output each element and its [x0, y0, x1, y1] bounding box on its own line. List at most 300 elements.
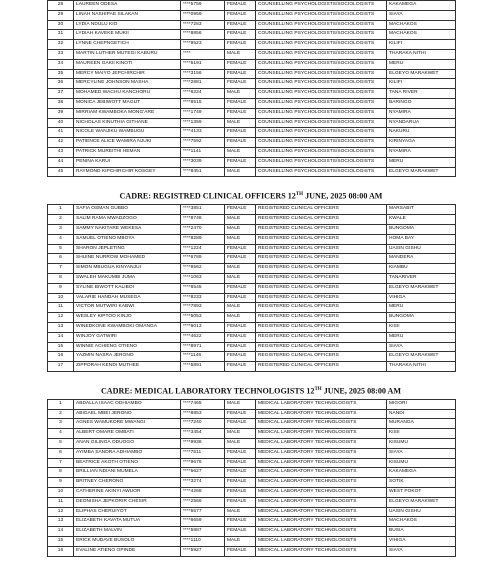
row-number-cell: 41 — [48, 128, 74, 138]
row-number-cell: 5 — [48, 439, 74, 449]
id-number-cell: ****8748 — [181, 215, 225, 225]
gender-cell: FEMALE — [225, 79, 256, 89]
table-row — [48, 224, 456, 234]
gender-cell: MALE — [225, 167, 256, 177]
id-number-cell: ****4622 — [181, 332, 225, 342]
county-cell: ELGEYO MARAKWET — [387, 69, 456, 79]
id-number-cell: ****5891 — [181, 362, 225, 372]
row-number-cell: 11 — [48, 303, 74, 313]
id-number-cell: ****8971 — [181, 342, 225, 352]
county-cell: BUNGOMA — [387, 224, 456, 234]
row-number-cell: 35 — [48, 69, 74, 79]
county-cell: WEST POKOT — [387, 488, 456, 498]
id-number-cell: ****5759 — [181, 1, 225, 11]
county-cell: KILIFI — [387, 40, 456, 50]
candidate-name-cell: MERCY MAIYO JEPCHIRCHIR — [74, 69, 181, 79]
gender-cell: MALE — [225, 303, 256, 313]
id-number-cell: ****3274 — [181, 478, 225, 488]
county-cell: MURANGA — [387, 419, 456, 429]
gender-cell: FEMALE — [225, 419, 256, 429]
row-number-cell: 7 — [48, 458, 74, 468]
table-row — [48, 332, 456, 342]
candidate-name-cell: MIRRIAM KWAMBOKA MONG'ARE — [74, 108, 181, 118]
gender-cell: MALE — [225, 273, 256, 283]
candidate-name-cell: MOHAMED WACHU KANCHORU — [74, 89, 181, 99]
candidate-name-cell: ELIZABETH MALVIN — [74, 527, 181, 537]
cadre-cell: REGISTERED CLINICAL OFFICERS — [256, 293, 387, 303]
candidate-name-cell: WINNIE ACHIENG OTIENO — [74, 342, 181, 352]
county-cell: ELGEYO MARAKWET — [387, 167, 456, 177]
section-spacer — [47, 372, 455, 380]
row-number-cell: 10 — [48, 488, 74, 498]
row-number-cell: 32 — [48, 40, 74, 50]
row-number-cell: 9 — [48, 283, 74, 293]
table-row — [48, 264, 456, 274]
row-number-cell: 8 — [48, 273, 74, 283]
cadre-cell: REGISTERED CLINICAL OFFICERS — [256, 215, 387, 225]
county-cell: HOMA BAY — [387, 234, 456, 244]
id-number-cell: ****1063 — [181, 273, 225, 283]
cadre-cell: MEDICAL LABORATORY TECHNOLOGISTS — [256, 448, 387, 458]
gender-cell: MALE — [225, 224, 256, 234]
id-number-cell: ****9523 — [181, 40, 225, 50]
id-number-cell: ****1749 — [181, 108, 225, 118]
table-row — [48, 79, 456, 89]
id-number-cell: ****7465 — [181, 399, 225, 409]
id-number-cell: ****4268 — [181, 488, 225, 498]
id-number-cell: ****6659 — [181, 517, 225, 527]
cadre-cell: REGISTERED CLINICAL OFFICERS — [256, 254, 387, 264]
county-cell: MERU — [387, 157, 456, 167]
gender-cell: FEMALE — [225, 138, 256, 148]
cadre-cell: REGISTERED CLINICAL OFFICERS — [256, 283, 387, 293]
table-row — [48, 527, 456, 537]
gender-cell: FEMALE — [225, 342, 256, 352]
row-number-cell: 36 — [48, 79, 74, 89]
table-row — [48, 10, 456, 20]
gender-cell: MALE — [225, 429, 256, 439]
county-cell: THARAKA NITHI — [387, 362, 456, 372]
row-number-cell: 39 — [48, 108, 74, 118]
row-number-cell: 1 — [48, 205, 74, 215]
id-number-cell: ****5887 — [181, 527, 225, 537]
table-row — [48, 507, 456, 517]
cadre-cell: MEDICAL LABORATORY TECHNOLOGISTS — [256, 517, 387, 527]
row-number-cell: 9 — [48, 478, 74, 488]
county-cell: BUNGOMA — [387, 313, 456, 323]
candidate-name-cell: ZIPPORAH KENDI MUTHEE — [74, 362, 181, 372]
county-cell: MARSABIT — [387, 205, 456, 215]
row-number-cell: 42 — [48, 138, 74, 148]
county-cell: NYANDARUA — [387, 118, 456, 128]
table-row — [48, 69, 456, 79]
gender-cell: FEMALE — [225, 69, 256, 79]
candidate-name-cell: LYDIA NDULU KIO — [74, 20, 181, 30]
row-number-cell: 14 — [48, 332, 74, 342]
county-cell: SIAYA — [387, 342, 456, 352]
id-number-cell: ****8853 — [181, 409, 225, 419]
cadre-cell: MEDICAL LABORATORY TECHNOLOGISTS — [256, 458, 387, 468]
id-number-cell: ****7511 — [181, 448, 225, 458]
cadre-cell: COUNSELLING PSYCHOLOGISTS/SOCIOLOGISTS — [256, 10, 387, 20]
section-spacer — [47, 177, 455, 185]
lab-technologists-table — [47, 399, 456, 557]
row-number-cell: 13 — [48, 322, 74, 332]
county-cell: ELGEYO MARAKWET — [387, 283, 456, 293]
candidate-name-cell: PENINA KARUI — [74, 157, 181, 167]
table-row — [48, 118, 456, 128]
candidate-name-cell: EVALINE ATIENO OPINDE — [74, 546, 181, 556]
candidate-name-cell: NICHOLAS KINUTHIA GITHANE — [74, 118, 181, 128]
candidate-name-cell: PATRICK MUREITHI HEMAN — [74, 147, 181, 157]
table-row — [48, 147, 456, 157]
row-number-cell: 15 — [48, 342, 74, 352]
gender-cell: FEMALE — [225, 322, 256, 332]
county-cell: SOTIK — [387, 478, 456, 488]
row-number-cell: 28 — [48, 1, 74, 11]
table-row — [48, 458, 456, 468]
county-cell: TANARIVER — [387, 273, 456, 283]
county-cell: BARINGO — [387, 98, 456, 108]
cadre-cell: MEDICAL LABORATORY TECHNOLOGISTS — [256, 439, 387, 449]
cadre-cell: REGISTERED CLINICAL OFFICERS — [256, 273, 387, 283]
county-cell: NAKURU — [387, 128, 456, 138]
row-number-cell: 17 — [48, 362, 74, 372]
gender-cell: MALE — [225, 507, 256, 517]
candidate-name-cell: SWALEH MAKUMBI JUMA — [74, 273, 181, 283]
table-row — [48, 108, 456, 118]
table-row — [48, 293, 456, 303]
county-cell: MACHAKOS — [387, 20, 456, 30]
county-cell: KISII — [387, 429, 456, 439]
id-number-cell: ****8856 — [181, 30, 225, 40]
cadre-cell: COUNSELLING PSYCHOLOGISTS/SOCIOLOGISTS — [256, 20, 387, 30]
id-number-cell: ****1146 — [181, 352, 225, 362]
table-row — [48, 89, 456, 99]
id-number-cell: ****1224 — [181, 244, 225, 254]
table-row — [48, 205, 456, 215]
id-number-cell: ****7592 — [181, 138, 225, 148]
cadre-cell: REGISTERED CLINICAL OFFICERS — [256, 205, 387, 215]
row-number-cell: 13 — [48, 517, 74, 527]
gender-cell: FEMALE — [225, 157, 256, 167]
table-row — [48, 439, 456, 449]
gender-cell: FEMALE — [225, 1, 256, 11]
row-number-cell: 14 — [48, 527, 74, 537]
cadre-cell: COUNSELLING PSYCHOLOGISTS/SOCIOLOGISTS — [256, 157, 387, 167]
candidate-name-cell: NICOLE WANJIKU WAMBUGU — [74, 128, 181, 138]
gender-cell: FEMALE — [225, 517, 256, 527]
row-number-cell: 7 — [48, 264, 74, 274]
table-row — [48, 448, 456, 458]
row-number-cell: 1 — [48, 399, 74, 409]
id-number-cell: ****3156 — [181, 69, 225, 79]
cadre-cell: COUNSELLING PSYCHOLOGISTS/SOCIOLOGISTS — [256, 69, 387, 79]
id-number-cell: ****0959 — [181, 10, 225, 20]
cadre-cell: MEDICAL LABORATORY TECHNOLOGISTS — [256, 497, 387, 507]
candidate-name-cell: SYLINE BIWOTT KALIBOI — [74, 283, 181, 293]
id-number-cell: ****5577 — [181, 507, 225, 517]
gender-cell: FEMALE — [225, 468, 256, 478]
cadre-cell: COUNSELLING PSYCHOLOGISTS/SOCIOLOGISTS — [256, 30, 387, 40]
id-number-cell: ****6789 — [181, 254, 225, 264]
cadre-cell: REGISTERED CLINICAL OFFICERS — [256, 332, 387, 342]
id-number-cell: ****1110 — [181, 537, 225, 547]
table-row — [48, 167, 456, 177]
county-cell: SIAYA — [387, 546, 456, 556]
candidate-name-cell: BRITNEY CHERONO — [74, 478, 181, 488]
row-number-cell: 45 — [48, 167, 74, 177]
cadre-cell: MEDICAL LABORATORY TECHNOLOGISTS — [256, 507, 387, 517]
table-row — [48, 20, 456, 30]
table-row — [48, 1, 456, 11]
cadre-cell: MEDICAL LABORATORY TECHNOLOGISTS — [256, 419, 387, 429]
row-number-cell: 12 — [48, 313, 74, 323]
cadre-cell: COUNSELLING PSYCHOLOGISTS/SOCIOLOGISTS — [256, 79, 387, 89]
gender-cell: FEMALE — [225, 448, 256, 458]
id-number-cell: ****4133 — [181, 128, 225, 138]
table-row — [48, 215, 456, 225]
gender-cell: MALE — [225, 147, 256, 157]
candidate-name-cell: SALIM RAMA MWADZOGO — [74, 215, 181, 225]
row-number-cell: 12 — [48, 507, 74, 517]
candidate-name-cell: LYDIAH KAVEKE MUKII — [74, 30, 181, 40]
cadre-cell: MEDICAL LABORATORY TECHNOLOGISTS — [256, 478, 387, 488]
county-cell: KISUMU — [387, 458, 456, 468]
row-number-cell: 2 — [48, 215, 74, 225]
id-number-cell: ****7240 — [181, 419, 225, 429]
row-number-cell: 44 — [48, 157, 74, 167]
id-number-cell: ****8233 — [181, 293, 225, 303]
gender-cell: FEMALE — [225, 244, 256, 254]
county-cell: UASIN GISHU — [387, 507, 456, 517]
id-number-cell: ****5627 — [181, 468, 225, 478]
cadre-cell: MEDICAL LABORATORY TECHNOLOGISTS — [256, 468, 387, 478]
county-cell: SIAYA — [387, 448, 456, 458]
county-cell: VIHIGA — [387, 537, 456, 547]
gender-cell: MALE — [225, 264, 256, 274]
candidate-name-cell: MONICA JEBIWOTT MAGUT — [74, 98, 181, 108]
row-number-cell: 31 — [48, 30, 74, 40]
county-cell: KIAMBU — [387, 264, 456, 274]
candidate-name-cell: RAYMOND KIPCHIRCHIR KOSGEY — [74, 167, 181, 177]
gender-cell: FEMALE — [225, 546, 256, 556]
candidate-name-cell: DEONISHA JEPKORIR CHESIR — [74, 497, 181, 507]
table-row — [48, 98, 456, 108]
gender-cell: FEMALE — [225, 59, 256, 69]
row-number-cell: 3 — [48, 224, 74, 234]
gender-cell: FEMALE — [225, 40, 256, 50]
gender-cell: MALE — [225, 49, 256, 59]
id-number-cell: ****2566 — [181, 497, 225, 507]
table-row — [48, 546, 456, 556]
gender-cell: FEMALE — [225, 108, 256, 118]
cadre-cell: COUNSELLING PSYCHOLOGISTS/SOCIOLOGISTS — [256, 108, 387, 118]
county-cell: SIAYA — [387, 10, 456, 20]
row-number-cell: 16 — [48, 546, 74, 556]
table-row — [48, 128, 456, 138]
gender-cell: FEMALE — [225, 488, 256, 498]
county-cell: NYAMIRA — [387, 108, 456, 118]
gender-cell: MALE — [225, 89, 256, 99]
cadre-cell: REGISTERED CLINICAL OFFICERS — [256, 362, 387, 372]
candidate-name-cell: MAUREEN GAKII KINOTI — [74, 59, 181, 69]
id-number-cell: ****5053 — [181, 313, 225, 323]
id-number-cell: ****9938 — [181, 439, 225, 449]
table-row — [48, 234, 456, 244]
candidate-name-cell: SHARON JEPLETING — [74, 244, 181, 254]
gender-cell: FEMALE — [225, 293, 256, 303]
candidate-name-cell: SAMMY NAKITARE WEKESA — [74, 224, 181, 234]
candidate-name-cell: ALBERT OMARE OMBATI — [74, 429, 181, 439]
county-cell: KILIFI — [387, 79, 456, 89]
table-row — [48, 488, 456, 498]
county-cell: NYAMIRA — [387, 147, 456, 157]
gender-cell: MALE — [225, 118, 256, 128]
county-cell: VIHIGA — [387, 293, 456, 303]
county-cell: UASIN GISHU — [387, 244, 456, 254]
cadre-cell: MEDICAL LABORATORY TECHNOLOGISTS — [256, 409, 387, 419]
id-number-cell: ****7283 — [181, 20, 225, 30]
id-number-cell: ****3039 — [181, 157, 225, 167]
gender-cell: MALE — [225, 215, 256, 225]
county-cell: MACHAKOS — [387, 517, 456, 527]
table-row — [48, 342, 456, 352]
cadre-cell: COUNSELLING PSYCHOLOGISTS/SOCIOLOGISTS — [256, 138, 387, 148]
table-row — [48, 244, 456, 254]
candidate-name-cell: SIMON MBUGUA KINYANJUI — [74, 264, 181, 274]
county-cell: KWALE — [387, 215, 456, 225]
candidate-name-cell: ELIZABETH KAVATA MUTUA — [74, 517, 181, 527]
cadre-cell: REGISTERED CLINICAL OFFICERS — [256, 313, 387, 323]
gender-cell: MALE — [225, 234, 256, 244]
table-row — [48, 313, 456, 323]
id-number-cell: ****7893 — [181, 303, 225, 313]
gender-cell: MALE — [225, 439, 256, 449]
county-cell: MERU — [387, 332, 456, 342]
gender-cell: FEMALE — [225, 362, 256, 372]
candidate-name-cell: PATIENCE ALICE WAMIRA NJUKI — [74, 138, 181, 148]
cadre-cell: COUNSELLING PSYCHOLOGISTS/SOCIOLOGISTS — [256, 167, 387, 177]
county-cell: KAKAMEGA — [387, 468, 456, 478]
id-number-cell: ****1359 — [181, 118, 225, 128]
row-number-cell: 38 — [48, 98, 74, 108]
gender-cell: FEMALE — [225, 98, 256, 108]
table-row — [48, 352, 456, 362]
id-number-cell: ****8289 — [181, 234, 225, 244]
table-row — [48, 49, 456, 59]
id-number-cell: ****5191 — [181, 59, 225, 69]
gender-cell: FEMALE — [225, 332, 256, 342]
candidate-name-cell: ERICK MUDAVE BUSOLO — [74, 537, 181, 547]
candidate-name-cell: ELIPHAS CHERUIYOT — [74, 507, 181, 517]
cadre-cell: COUNSELLING PSYCHOLOGISTS/SOCIOLOGISTS — [256, 59, 387, 69]
cadre-cell: MEDICAL LABORATORY TECHNOLOGISTS — [256, 399, 387, 409]
cadre-cell: REGISTERED CLINICAL OFFICERS — [256, 342, 387, 352]
table-row — [48, 362, 456, 372]
id-number-cell: ****8562 — [181, 264, 225, 274]
gender-cell: FEMALE — [225, 458, 256, 468]
cadre-cell: MEDICAL LABORATORY TECHNOLOGISTS — [256, 537, 387, 547]
table-row — [48, 283, 456, 293]
gender-cell: FEMALE — [225, 20, 256, 30]
cadre-cell: COUNSELLING PSYCHOLOGISTS/SOCIOLOGISTS — [256, 89, 387, 99]
county-cell: ELGEYO MARAKWET — [387, 497, 456, 507]
gender-cell: FEMALE — [225, 283, 256, 293]
county-cell: MERU — [387, 59, 456, 69]
row-number-cell: 15 — [48, 537, 74, 547]
gender-cell: FEMALE — [225, 478, 256, 488]
gender-cell: FEMALE — [225, 10, 256, 20]
gender-cell: MALE — [225, 537, 256, 547]
candidate-name-cell: MERCYLINE JOHNSON MASHA — [74, 79, 181, 89]
id-number-cell: ****2470 — [181, 224, 225, 234]
row-number-cell: 16 — [48, 352, 74, 362]
cadre-cell: COUNSELLING PSYCHOLOGISTS/SOCIOLOGISTS — [256, 1, 387, 11]
row-number-cell: 6 — [48, 254, 74, 264]
cadre-cell: MEDICAL LABORATORY TECHNOLOGISTS — [256, 546, 387, 556]
gender-cell: FEMALE — [225, 352, 256, 362]
table-row — [48, 517, 456, 527]
gender-cell: FEMALE — [225, 30, 256, 40]
cadre-cell: MEDICAL LABORATORY TECHNOLOGISTS — [256, 527, 387, 537]
candidate-name-cell: BRILLIAN NDIANI MUMELA — [74, 468, 181, 478]
row-number-cell: 5 — [48, 244, 74, 254]
document-page — [47, 0, 455, 557]
id-number-cell: ****6545 — [181, 283, 225, 293]
cadre-cell: REGISTERED CLINICAL OFFICERS — [256, 264, 387, 274]
table-row — [48, 157, 456, 167]
candidate-name-cell: ABIGAEL MBEI JERONO — [74, 409, 181, 419]
county-cell: MACHAKOS — [387, 30, 456, 40]
id-number-cell: ****1141 — [181, 147, 225, 157]
candidate-name-cell: MARTIN LUTHER MUTEGI KABURU — [74, 49, 181, 59]
county-cell: KISII — [387, 322, 456, 332]
candidate-name-cell: CATHERINE AKINYI AWUOR — [74, 488, 181, 498]
county-cell: KIRINYAGA — [387, 138, 456, 148]
lab-technologists-heading: CADRE: MEDICAL LABORATORY TECHNOLOGISTS 12TH JUNE, 2025 08:00 AM — [100, 386, 402, 396]
id-number-cell: ****3454 — [181, 429, 225, 439]
county-cell: ELGEYO MARAKWET — [387, 352, 456, 362]
candidate-name-cell: BEATRICE AKOTH OTIENO — [74, 458, 181, 468]
candidate-name-cell: LINAH NASHIPAE SILAKAN — [74, 10, 181, 20]
row-number-cell: 43 — [48, 147, 74, 157]
candidate-name-cell: VICTOR MUTWIRI KABWI — [74, 303, 181, 313]
candidate-name-cell: WINEDKONE KWAMBOKI OMANGA — [74, 322, 181, 332]
candidate-name-cell: SAFIA OSMAN GUBBO — [74, 205, 181, 215]
cadre-cell: REGISTERED CLINICAL OFFICERS — [256, 224, 387, 234]
cadre-cell: COUNSELLING PSYCHOLOGISTS/SOCIOLOGISTS — [256, 98, 387, 108]
candidate-name-cell: ABDALLA ISAAC ODHIAMBO — [74, 399, 181, 409]
row-number-cell: 34 — [48, 59, 74, 69]
row-number-cell: 8 — [48, 468, 74, 478]
row-number-cell: 40 — [48, 118, 74, 128]
county-cell: KISUMU — [387, 439, 456, 449]
gender-cell: FEMALE — [225, 205, 256, 215]
county-cell: BUSIA — [387, 527, 456, 537]
table-row — [48, 429, 456, 439]
table-row — [48, 59, 456, 69]
table-row — [48, 478, 456, 488]
id-number-cell: ****6013 — [181, 322, 225, 332]
table-row — [48, 497, 456, 507]
county-cell: MANDERA — [387, 254, 456, 264]
table-row — [48, 322, 456, 332]
row-number-cell: 11 — [48, 497, 74, 507]
counselling-psychologists-table — [47, 0, 456, 177]
id-number-cell: ****3851 — [181, 205, 225, 215]
table-row — [48, 138, 456, 148]
